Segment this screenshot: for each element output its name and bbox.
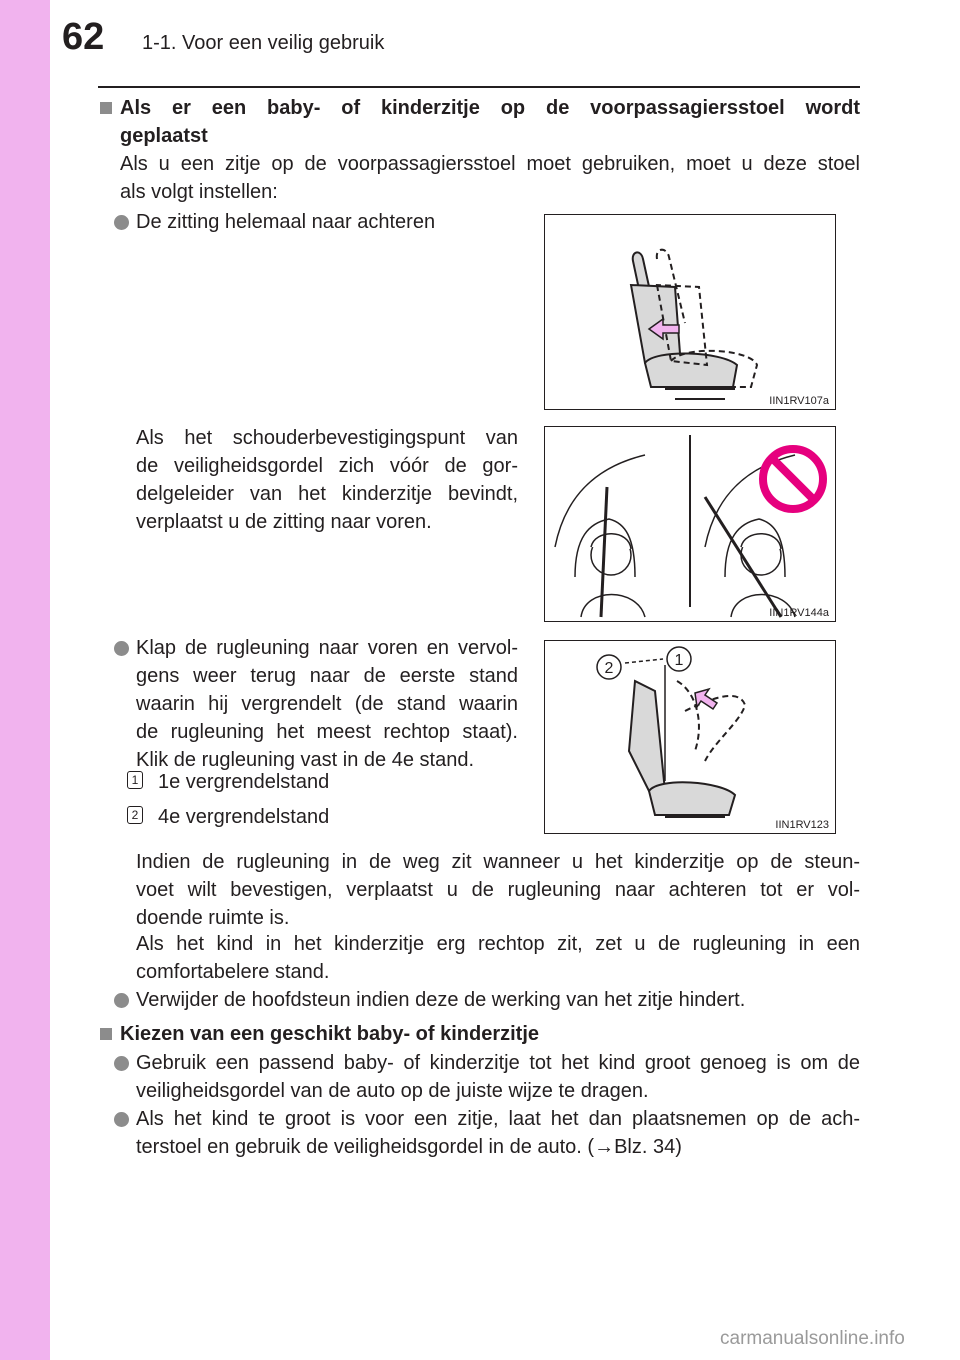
callout-label-2: 4e vergrendelstand — [158, 806, 330, 828]
seat-slide-illustration — [545, 215, 835, 409]
shoulder-note — [136, 424, 518, 536]
section1-intro-line2: als volgt instellen: — [120, 181, 278, 203]
rear-seat-line: terstoel en gebruik de veiligheidsgordel in de auto. (→Blz. 34) — [136, 1136, 682, 1158]
section-title: 1-1. Voor een veilig gebruik — [142, 32, 385, 54]
shoulder-note-line: Als het schouderbevestigingspunt van — [136, 427, 518, 449]
shoulder-note-line: de veiligheidsgordel zich vóór de gor- — [136, 455, 518, 477]
shoulder-note-line: delgeleider van het kinderzitje bevindt, — [136, 483, 518, 505]
upright-note-line: comfortabelere stand. — [136, 961, 330, 983]
support-note-line: doende ruimte is. — [136, 907, 290, 929]
lock-label-1: 1 — [674, 652, 684, 669]
backrest-line: Klap de rugleuning naar voren en vervol- — [136, 637, 518, 659]
callout-label-1: 1e vergrendelstand — [158, 771, 330, 793]
figure-code: IIN1RV123 — [775, 819, 829, 831]
section-square-icon — [100, 1028, 112, 1040]
section-square-icon — [100, 102, 112, 114]
support-note — [136, 848, 860, 932]
rear-seat-line: Als het kind te groot is voor een zitje, laat het dan plaatsnemen op de ach- — [136, 1108, 860, 1130]
callout-number-2: 2 — [127, 806, 143, 824]
belt-position-illustration — [545, 427, 835, 621]
upright-note — [136, 930, 860, 986]
bullet-backrest — [136, 634, 518, 774]
figure-code: IIN1RV107a — [769, 395, 829, 407]
page-number: 62 — [62, 16, 105, 58]
section1-heading-line2: geplaatst — [120, 125, 208, 147]
section2-heading: Kiezen van een geschikt baby- of kinderzitje — [120, 1023, 540, 1045]
header-divider — [98, 86, 860, 88]
suitable-seat-line: veiligheidsgordel van de auto op de juiste wijze te dragen. — [136, 1080, 649, 1102]
section1-intro-line1: Als u een zitje op de voorpassagiersstoel moet gebruiken, moet u deze stoel — [120, 153, 860, 175]
bullet-dot-icon — [114, 993, 129, 1008]
bullet-seat-back: De zitting helemaal naar achteren — [136, 211, 436, 233]
backrest-line: waarin hij vergrendelt (de stand waarin — [136, 693, 518, 715]
bullet-headrest: Verwijder de hoofdsteun indien deze de werking van het zitje hindert. — [136, 989, 746, 1011]
backrest-line: Klik de rugleuning vast in de 4e stand. — [136, 749, 474, 771]
bullet-rear-seat — [136, 1105, 860, 1161]
backrest-line: de rugleuning het meest rechtop staat). — [136, 721, 518, 743]
backrest-lock-illustration — [545, 641, 835, 833]
figure-seat-slide — [544, 214, 836, 410]
section1-heading-line1: Als er een baby- of kinderzitje op de voorpassagiersstoel wordt — [120, 97, 860, 119]
upright-note-line: Als het kind in het kinderzitje erg rechtop zit, zet u de rugleuning in een — [136, 933, 860, 955]
bullet-dot-icon — [114, 1056, 129, 1071]
support-note-line: voet wilt bevestigen, verplaatst u de rugleuning naar achteren tot er vol- — [136, 879, 860, 901]
bullet-dot-icon — [114, 215, 129, 230]
lock-label-2: 2 — [604, 660, 614, 677]
figure-belt-position — [544, 426, 836, 622]
backrest-line: gens weer terug naar de eerste stand — [136, 665, 518, 687]
watermark: carmanualsonline.info — [720, 1328, 905, 1349]
bullet-dot-icon — [114, 1112, 129, 1127]
figure-backrest-lock — [544, 640, 836, 834]
support-note-line: Indien de rugleuning in de weg zit wanneer u het kinderzitje op de steun- — [136, 851, 860, 873]
bullet-dot-icon — [114, 641, 129, 656]
suitable-seat-line: Gebruik een passend baby- of kinderzitje tot het kind groot genoeg is om de — [136, 1052, 860, 1074]
shoulder-note-line: verplaatst u de zitting naar voren. — [136, 511, 432, 533]
figure-code: IIN1RV144a — [769, 607, 829, 619]
chapter-sidebar-tab — [0, 0, 50, 1360]
bullet-suitable-seat — [136, 1049, 860, 1105]
callout-number-1: 1 — [127, 771, 143, 789]
